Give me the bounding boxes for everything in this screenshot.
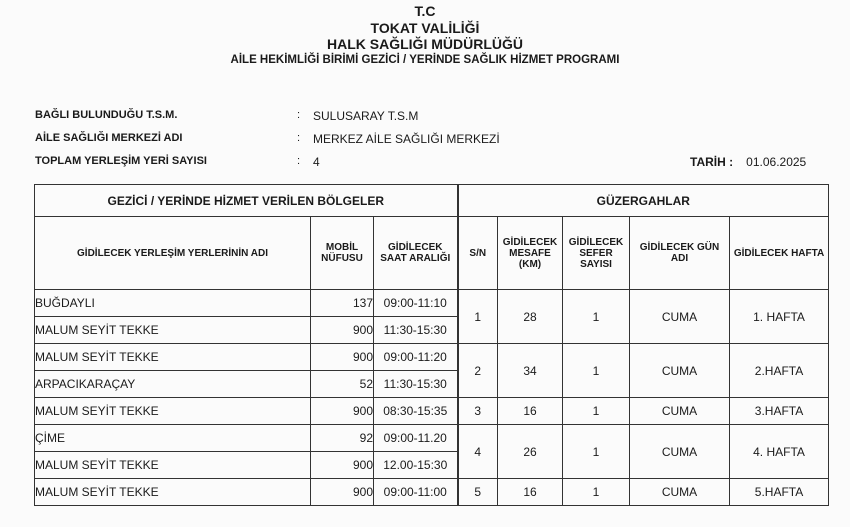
date-value: 01.06.2025 [746, 155, 807, 169]
date-label: TARİH : [690, 155, 734, 169]
location-name: MALUM SEYİT TEKKE [35, 452, 311, 479]
location-pop: 900 [311, 344, 374, 371]
location-time: 09:00-11:20 [374, 344, 458, 371]
route-trips: 1 [563, 290, 630, 344]
col-week-header: GİDİLECEK HAFTA [730, 217, 829, 290]
location-name: MALUM SEYİT TEKKE [35, 398, 311, 425]
col-dist-header: GİDİLECEK MESAFE (KM) [498, 217, 563, 290]
schedule-table [34, 184, 829, 506]
route-day: CUMA [630, 479, 730, 506]
route-sn: 5 [458, 479, 498, 506]
title-governorship: TOKAT VALİLİĞİ [370, 20, 480, 36]
route-dist: 34 [498, 344, 563, 398]
location-time: 12.00-15:30 [374, 452, 458, 479]
table-row [35, 344, 829, 371]
route-sn: 2 [458, 344, 498, 398]
col-name-header: GİDİLECEK YERLEŞİM YERLERİNİN ADI [35, 217, 311, 290]
title-directorate: HALK SAĞLIĞI MÜDÜRLÜĞÜ [327, 36, 523, 52]
table-row [35, 290, 829, 317]
col-day-header: GİDİLECEK GÜN ADI [630, 217, 730, 290]
location-pop: 900 [311, 479, 374, 506]
route-trips: 1 [563, 344, 630, 398]
route-dist: 28 [498, 290, 563, 344]
colon: : [297, 155, 301, 167]
location-time: 09:00-11:10 [374, 290, 458, 317]
count-label: TOPLAM YERLEŞİM YERİ SAYISI [35, 155, 207, 167]
location-pop: 900 [311, 317, 374, 344]
tsm-value: SULUSARAY T.S.M [313, 109, 419, 123]
location-pop: 52 [311, 371, 374, 398]
route-sn: 4 [458, 425, 498, 479]
col-sn-header: S/N [458, 217, 498, 290]
location-pop: 900 [311, 452, 374, 479]
location-name: MALUM SEYİT TEKKE [35, 344, 311, 371]
date [690, 155, 806, 169]
route-week: 3.HAFTA [730, 398, 829, 425]
route-week: 2.HAFTA [730, 344, 829, 398]
route-week: 4. HAFTA [730, 425, 829, 479]
location-pop: 137 [311, 290, 374, 317]
table-row [35, 398, 829, 425]
route-day: CUMA [630, 398, 730, 425]
route-dist: 26 [498, 425, 563, 479]
location-time: 11:30-15:30 [374, 317, 458, 344]
location-name: ARPACIKARAÇAY [35, 371, 311, 398]
route-sn: 1 [458, 290, 498, 344]
location-name: ÇİME [35, 425, 311, 452]
route-day: CUMA [630, 290, 730, 344]
location-time: 09:00-11.20 [374, 425, 458, 452]
route-day: CUMA [630, 425, 730, 479]
table-row [35, 479, 829, 506]
location-name: MALUM SEYİT TEKKE [35, 479, 311, 506]
location-pop: 900 [311, 398, 374, 425]
count-value: 4 [313, 155, 320, 169]
tsm-label: BAĞLI BULUNDUĞU T.S.M. [35, 109, 178, 121]
table-row [35, 425, 829, 452]
location-pop: 92 [311, 425, 374, 452]
route-dist: 16 [498, 479, 563, 506]
title-program: AİLE HEKİMLİĞİ BİRİMİ GEZİCİ / YERİNDE SAĞLIK HİZMET PROGRAMI [230, 54, 620, 66]
section-right-header: GÜZERGAHLAR [458, 185, 829, 217]
route-week: 5.HAFTA [730, 479, 829, 506]
location-name: BUĞDAYLI [35, 290, 311, 317]
section-left-header: GEZİCİ / YERİNDE HİZMET VERİLEN BÖLGELER [35, 185, 458, 217]
location-time: 11:30-15:30 [374, 371, 458, 398]
colon: : [297, 132, 301, 144]
asm-value: MERKEZ AİLE SAĞLIĞI MERKEZİ [313, 132, 500, 146]
col-time-header: GİDİLECEK SAAT ARALIĞI [374, 217, 458, 290]
location-time: 09:00-11:00 [374, 479, 458, 506]
col-trips-header: GİDİLECEK SEFER SAYISI [563, 217, 630, 290]
asm-label: AİLE SAĞLIĞI MERKEZİ ADI [35, 132, 183, 144]
col-pop-header: MOBİL NÜFUSU [311, 217, 374, 290]
location-time: 08:30-15:35 [374, 398, 458, 425]
route-day: CUMA [630, 344, 730, 398]
route-week: 1. HAFTA [730, 290, 829, 344]
title-tc: T.C [414, 3, 436, 19]
route-trips: 1 [563, 479, 630, 506]
route-dist: 16 [498, 398, 563, 425]
route-sn: 3 [458, 398, 498, 425]
route-trips: 1 [563, 398, 630, 425]
route-trips: 1 [563, 425, 630, 479]
location-name: MALUM SEYİT TEKKE [35, 317, 311, 344]
colon: : [297, 109, 301, 121]
